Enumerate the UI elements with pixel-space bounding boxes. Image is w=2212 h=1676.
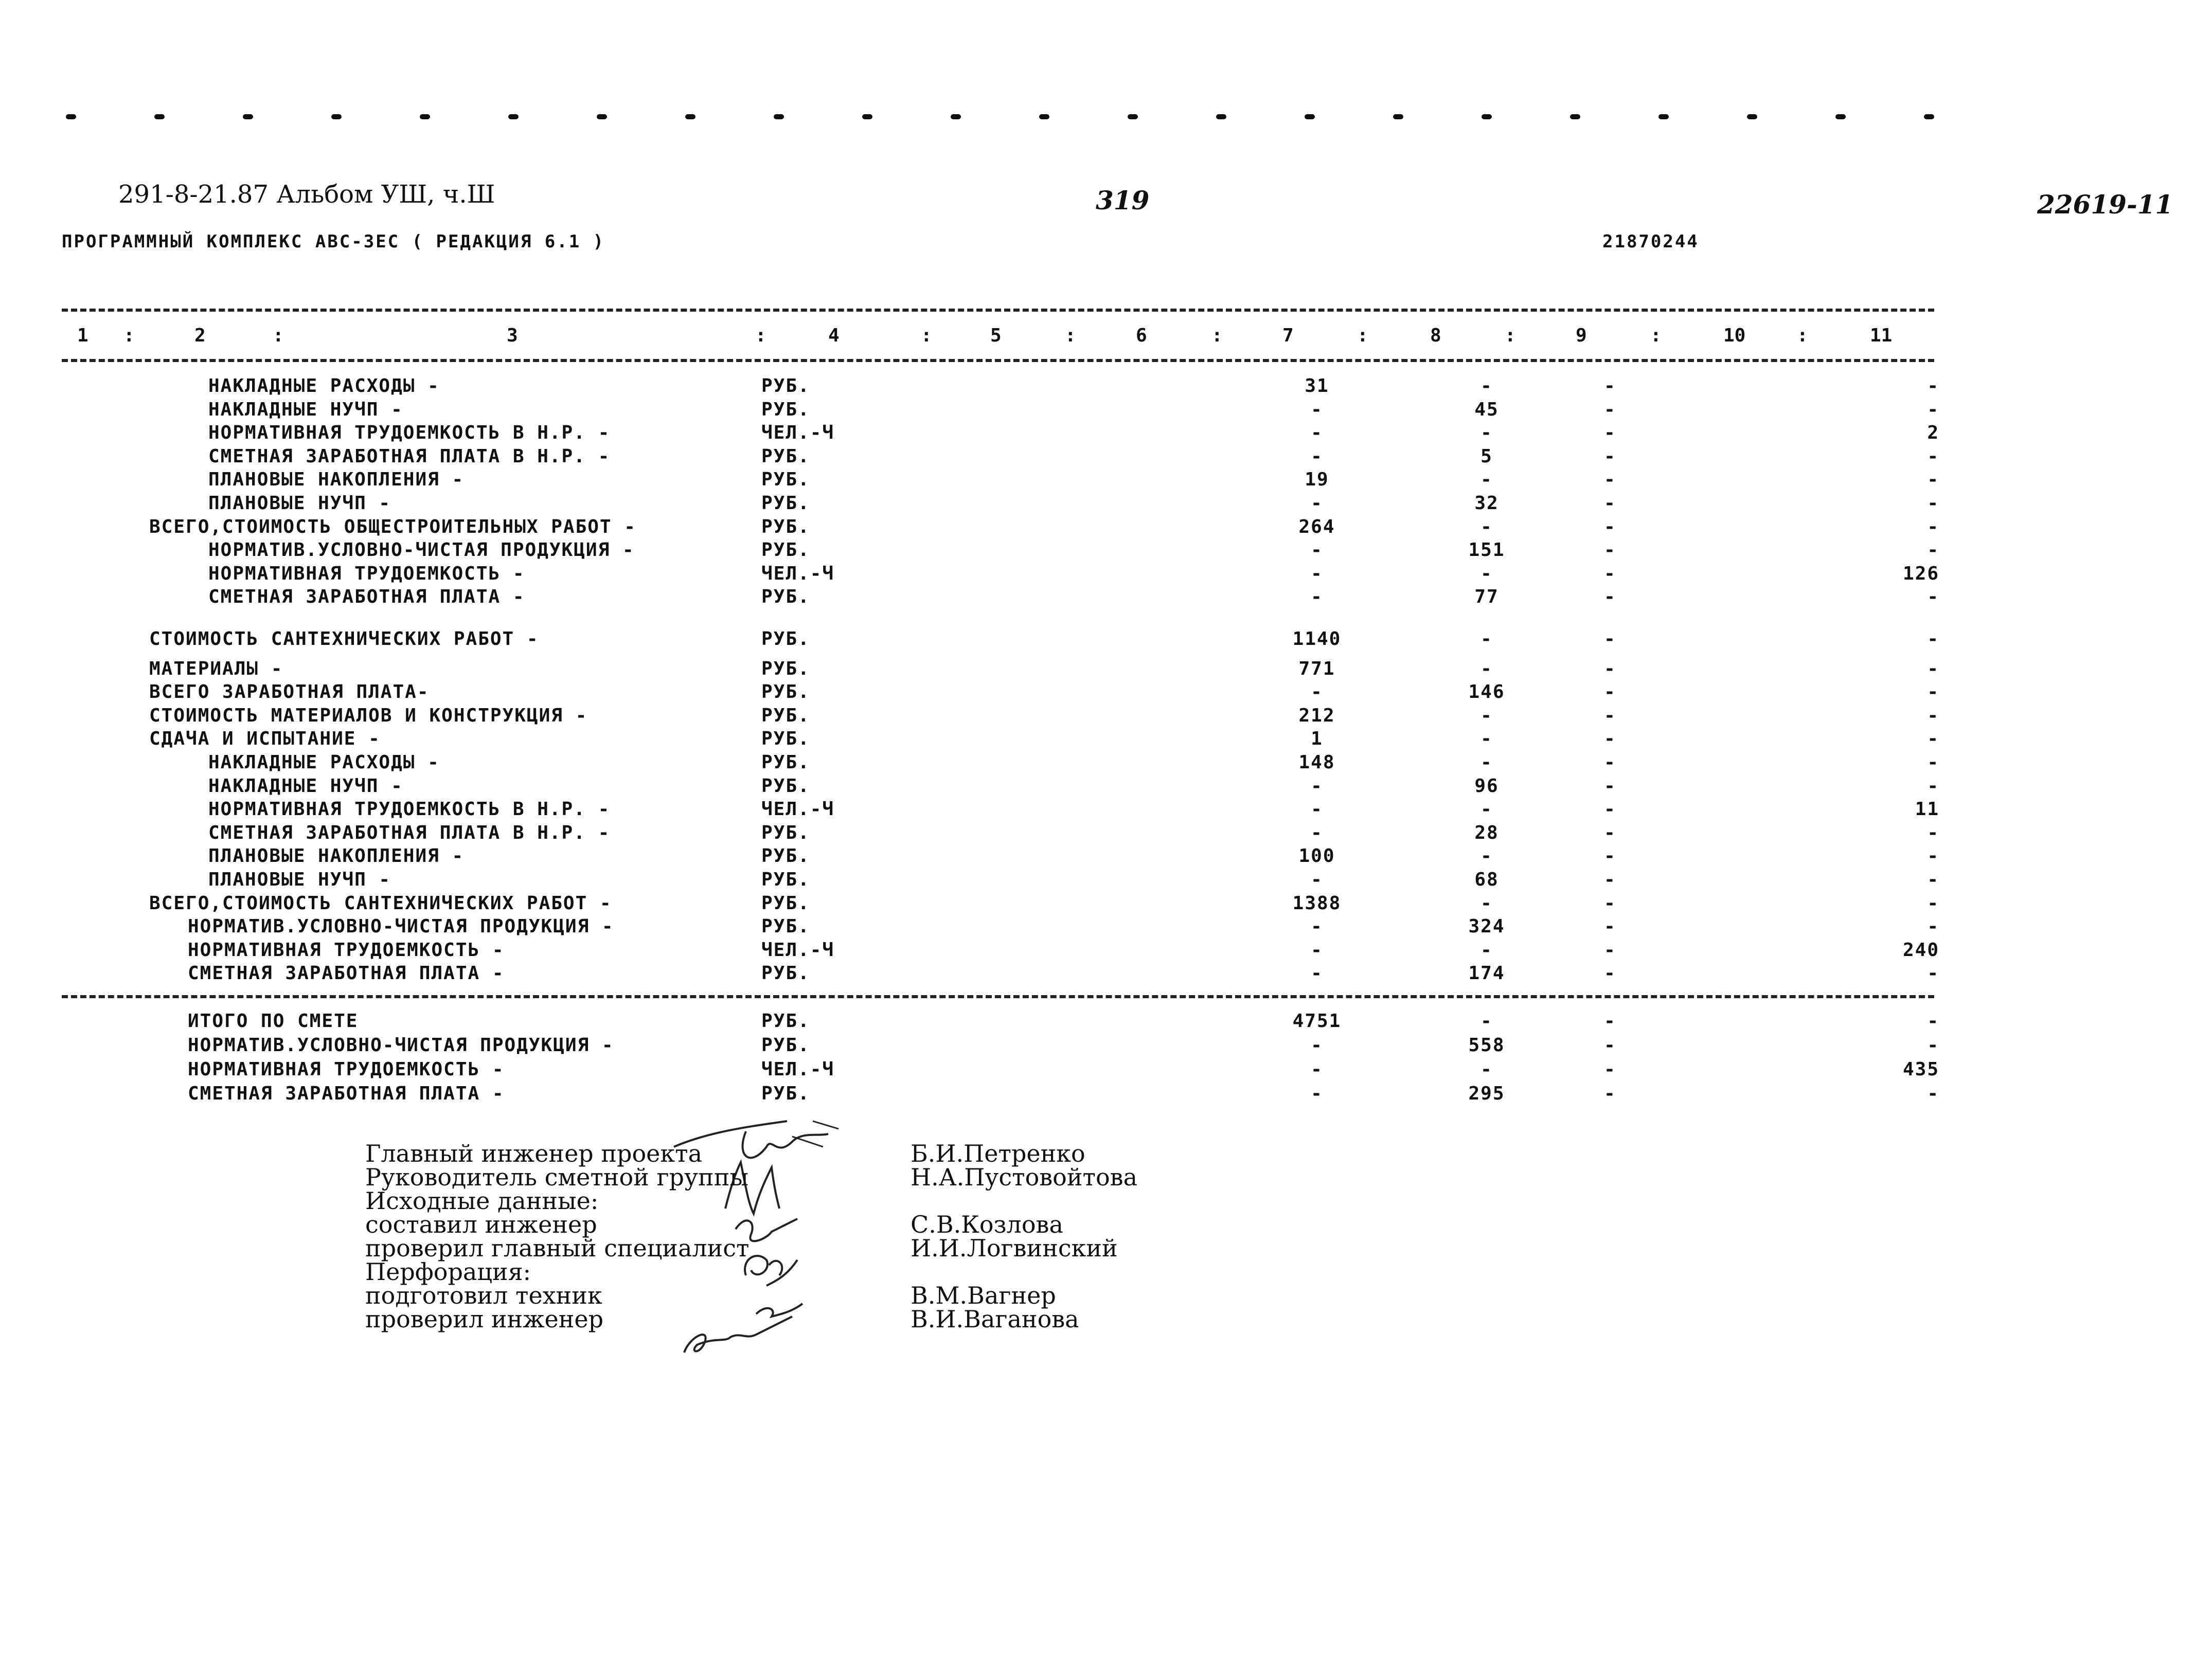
column-number: 5 [990,325,1002,346]
table-row [0,728,2212,752]
row-label: НАКЛАДНЫЕ РАСХОДЫ - [208,752,440,773]
row-col11-value: - [1927,658,1939,679]
row-label: СТОИМОСТЬ САНТЕХНИЧЕСКИХ РАБОТ - [149,628,539,650]
row-col8-value: 558 [1468,1035,1505,1056]
row-label: ВСЕГО,СТОИМОСТЬ САНТЕХНИЧЕСКИХ РАБОТ - [149,892,612,914]
row-col11-value: - [1927,775,1939,797]
row-col9-value: - [1604,516,1616,537]
row-col11-value: - [1927,681,1939,703]
table-row [0,539,2212,563]
row-col11-value: - [1927,516,1939,537]
row-col11-value: - [1927,493,1939,514]
table-row [0,893,2212,916]
table-row [0,516,2212,540]
row-col7-value: - [1311,1035,1323,1056]
table-row [0,963,2212,986]
row-unit: ЧЕЛ.-Ч [761,1059,835,1080]
row-col8-value: - [1480,845,1493,867]
row-col7-value: 148 [1298,752,1335,773]
row-label: СТОИМОСТЬ МАТЕРИАЛОВ И КОНСТРУКЦИЯ - [149,705,588,726]
row-label: НОРМАТИВНАЯ ТРУДОЕМКОСТЬ В Н.Р. - [208,422,611,444]
row-label: НОРМАТИВНАЯ ТРУДОЕМКОСТЬ В Н.Р. - [208,799,611,820]
punch-dot [1570,114,1580,119]
column-separator: : [921,325,932,346]
row-label: СМЕТНАЯ ЗАРАБОТНАЯ ПЛАТА В Н.Р. - [208,822,611,843]
table-row [0,916,2212,940]
column-separator: : [1211,325,1223,346]
row-col8-value: 151 [1468,539,1505,561]
row-label: НОРМАТИВНАЯ ТРУДОЕМКОСТЬ - [188,939,505,961]
row-col7-value: - [1311,916,1323,938]
column-number: 11 [1870,325,1893,346]
punch-dot [1216,114,1226,119]
punch-dot [685,114,695,119]
totals-separator-rule [62,995,1934,998]
punch-dot [862,114,872,119]
punch-dot [1747,114,1757,119]
row-col11-value: 126 [1902,563,1939,584]
punch-dot [420,114,430,119]
column-number: 7 [1282,325,1294,346]
row-col11-value: 2 [1927,422,1939,444]
row-label: ПЛАНОВЫЕ НУЧП - [208,869,391,890]
row-label: СДАЧА И ИСПЫТАНИЕ - [149,728,381,750]
table-row [0,1083,2212,1107]
row-col11-value: - [1927,869,1939,890]
row-unit: РУБ. [761,869,810,890]
row-label: ПЛАНОВЫЕ НАКОПЛЕНИЯ - [208,845,465,867]
row-col8-value: - [1480,422,1493,444]
row-col9-value: - [1604,916,1616,938]
signature-role: Главный инженер проекта [365,1140,703,1167]
row-unit: РУБ. [761,539,810,561]
row-label: НАКЛАДНЫЕ РАСХОДЫ - [208,375,440,397]
row-unit: РУБ. [761,493,810,514]
program-title: ПРОГРАММНЫЙ КОМПЛЕКС АВС-ЗЕС ( РЕДАКЦИЯ 6.1 ) [62,231,605,252]
column-number: 3 [507,325,518,346]
table-row [0,799,2212,822]
table-row [0,681,2212,705]
row-col8-value: - [1480,705,1493,726]
row-col8-value: - [1480,375,1493,397]
signature-name: И.И.Логвинский [911,1234,1118,1262]
column-separator: : [1357,325,1368,346]
row-col7-value: 1 [1311,728,1323,750]
table-row [0,658,2212,682]
row-label: НОРМАТИВНАЯ ТРУДОЕМКОСТЬ - [188,1059,505,1080]
row-unit: РУБ. [761,705,810,726]
row-col8-value: 146 [1468,681,1505,703]
row-col8-value: - [1480,516,1493,537]
row-col9-value: - [1604,539,1616,561]
row-col7-value: 771 [1298,658,1335,679]
row-unit: РУБ. [761,399,810,420]
punch-dot [154,114,165,119]
table-row [0,1059,2212,1083]
row-label: МАТЕРИАЛЫ - [149,658,283,679]
row-col9-value: - [1604,1083,1616,1104]
row-col7-value: - [1311,539,1323,561]
row-col11-value: - [1927,445,1939,467]
row-col7-value: 31 [1305,375,1329,397]
punch-dot [1924,114,1934,119]
row-col11-value: - [1927,628,1939,650]
row-label: НОРМАТИВ.УСЛОВНО-ЧИСТАЯ ПРОДУКЦИЯ - [188,1035,614,1056]
signature-name: Н.А.Пустовойтова [911,1163,1137,1191]
row-col8-value: 68 [1474,869,1499,890]
row-col9-value: - [1604,752,1616,773]
row-col7-value: - [1311,822,1323,843]
column-separator: : [273,325,284,346]
column-separator: : [1065,325,1076,346]
row-col11-value: - [1927,916,1939,938]
column-separator: : [1797,325,1808,346]
row-col7-value: 19 [1305,469,1329,491]
table-row [0,399,2212,423]
row-col11-value: - [1927,705,1939,726]
row-col11-value: - [1927,1011,1939,1032]
column-separator: : [1650,325,1662,346]
row-label: НОРМАТИВ.УСЛОВНО-ЧИСТАЯ ПРОДУКЦИЯ - [208,539,635,561]
table-row [0,845,2212,869]
row-col11-value: - [1927,469,1939,491]
table-row [0,822,2212,846]
row-col7-value: 264 [1298,516,1335,537]
table-row [0,586,2212,610]
row-unit: РУБ. [761,775,810,797]
row-unit: РУБ. [761,728,810,750]
table-row [0,705,2212,729]
table-row [0,869,2212,893]
row-col8-value: 5 [1480,445,1493,467]
row-col9-value: - [1604,375,1616,397]
row-col11-value: - [1927,586,1939,608]
signature-name: С.В.Козлова [911,1211,1063,1238]
row-col8-value: 32 [1474,493,1499,514]
row-unit: РУБ. [761,892,810,914]
row-col7-value: - [1311,586,1323,608]
punch-dot [597,114,607,119]
table-row [0,1035,2212,1058]
row-label: НОРМАТИВ.УСЛОВНО-ЧИСТАЯ ПРОДУКЦИЯ - [188,916,614,938]
row-unit: РУБ. [761,963,810,984]
row-label: СМЕТНАЯ ЗАРАБОТНАЯ ПЛАТА - [188,1083,505,1104]
column-number: 10 [1723,325,1746,346]
signature-role: составил инженер [365,1211,597,1238]
row-unit: РУБ. [761,586,810,608]
row-col9-value: - [1604,728,1616,750]
punch-dot [1305,114,1315,119]
row-col9-value: - [1604,845,1616,867]
row-col7-value: 100 [1298,845,1335,867]
punch-dot [951,114,961,119]
signature-role: проверил инженер [365,1305,604,1333]
punch-dot [1393,114,1403,119]
row-label: ВСЕГО,СТОИМОСТЬ ОБЩЕСТРОИТЕЛЬНЫХ РАБОТ - [149,516,636,537]
row-col9-value: - [1604,681,1616,703]
row-col9-value: - [1604,1035,1616,1056]
row-col11-value: - [1927,963,1939,984]
punch-dot [1128,114,1138,119]
column-separator: : [123,325,135,346]
document-number: 22619-11 [2037,189,2173,220]
page-number: 319 [1096,185,1150,215]
column-number: 4 [828,325,840,346]
signature-role: проверил главный специалист [365,1234,750,1262]
row-col9-value: - [1604,493,1616,514]
row-col8-value: - [1480,628,1493,650]
row-unit: РУБ. [761,1035,810,1056]
row-unit: РУБ. [761,916,810,938]
punch-dot [1482,114,1492,119]
row-col8-value: 174 [1468,963,1505,984]
row-unit: РУБ. [761,628,810,650]
row-col11-value: - [1927,822,1939,843]
row-unit: ЧЕЛ.-Ч [761,563,835,584]
row-col9-value: - [1604,822,1616,843]
column-separator: : [1505,325,1516,346]
row-col11-value: - [1927,892,1939,914]
signature-role: Исходные данные: [365,1187,599,1215]
row-col7-value: - [1311,493,1323,514]
row-col8-value: 324 [1468,916,1505,938]
punch-dot [331,114,342,119]
row-unit: ЧЕЛ.-Ч [761,799,835,820]
row-col9-value: - [1604,658,1616,679]
row-col9-value: - [1604,869,1616,890]
row-col8-value: 96 [1474,775,1499,797]
row-label: ИТОГО ПО СМЕТЕ [188,1011,359,1032]
row-unit: РУБ. [761,469,810,491]
row-col9-value: - [1604,445,1616,467]
row-col11-value: - [1927,752,1939,773]
punch-dot [1658,114,1669,119]
header-bottom-rule [62,359,1934,362]
row-unit: РУБ. [761,681,810,703]
table-row [0,446,2212,470]
table-row [0,628,2212,652]
row-col7-value: - [1311,1059,1323,1080]
table-row [0,752,2212,776]
column-number: 2 [194,325,206,346]
row-col9-value: - [1604,399,1616,420]
row-col7-value: - [1311,445,1323,467]
row-col9-value: - [1604,1059,1616,1080]
row-unit: РУБ. [761,1011,810,1032]
album-reference: 291-8-21.87 Альбом УШ, ч.Ш [118,180,495,209]
row-label: СМЕТНАЯ ЗАРАБОТНАЯ ПЛАТА В Н.Р. - [208,445,611,467]
row-col8-value: - [1480,799,1493,820]
row-label: ПЛАНОВЫЕ НУЧП - [208,493,391,514]
punch-dot [243,114,253,119]
table-row [0,563,2212,587]
punch-dot [774,114,784,119]
row-col9-value: - [1604,563,1616,584]
row-col8-value: 295 [1468,1083,1505,1104]
row-col7-value: - [1311,1083,1323,1104]
row-col9-value: - [1604,775,1616,797]
row-col7-value: - [1311,563,1323,584]
row-col7-value: - [1311,681,1323,703]
row-col11-value: - [1927,375,1939,397]
table-row [0,940,2212,963]
signature-role: Перфорация: [365,1258,531,1286]
row-col8-value: - [1480,469,1493,491]
row-col7-value: 212 [1298,705,1335,726]
row-col7-value: - [1311,963,1323,984]
row-col11-value: - [1927,399,1939,420]
signature-role: подготовил техник [365,1282,602,1309]
row-label: НАКЛАДНЫЕ НУЧП - [208,775,403,797]
row-col9-value: - [1604,628,1616,650]
row-unit: РУБ. [761,516,810,537]
row-label: ПЛАНОВЫЕ НАКОПЛЕНИЯ - [208,469,465,491]
table-row [0,493,2212,516]
row-col8-value: - [1480,752,1493,773]
row-col7-value: - [1311,422,1323,444]
signature-name: В.И.Ваганова [911,1305,1079,1333]
row-col8-value: 28 [1474,822,1499,843]
row-unit: РУБ. [761,845,810,867]
signature-role: Руководитель сметной группы [365,1163,748,1191]
row-col11-value: 11 [1915,799,1939,820]
row-unit: РУБ. [761,658,810,679]
row-col9-value: - [1604,1011,1616,1032]
table-row [0,375,2212,399]
row-col8-value: - [1480,939,1493,961]
row-col8-value: - [1480,892,1493,914]
column-number: 8 [1430,325,1441,346]
row-col8-value: 45 [1474,399,1499,420]
program-code: 21870244 [1602,231,1699,252]
row-col9-value: - [1604,799,1616,820]
row-col7-value: - [1311,775,1323,797]
row-col8-value: - [1480,563,1493,584]
row-col9-value: - [1604,586,1616,608]
row-label: ВСЕГО ЗАРАБОТНАЯ ПЛАТА- [149,681,430,703]
row-col9-value: - [1604,963,1616,984]
signature-name: Б.И.Петренко [911,1140,1085,1167]
row-col7-value: 4751 [1292,1011,1342,1032]
punch-dot [1835,114,1846,119]
row-col9-value: - [1604,705,1616,726]
column-number: 1 [77,325,88,346]
row-col7-value: - [1311,399,1323,420]
row-unit: РУБ. [761,445,810,467]
row-unit: РУБ. [761,822,810,843]
row-unit: ЧЕЛ.-Ч [761,939,835,961]
row-col7-value: - [1311,799,1323,820]
row-label: НОРМАТИВНАЯ ТРУДОЕМКОСТЬ - [208,563,525,584]
row-col8-value: - [1480,1011,1493,1032]
row-col11-value: - [1927,539,1939,561]
column-separator: : [755,325,766,346]
column-number: 6 [1136,325,1147,346]
punch-dot [66,114,76,119]
row-col7-value: 1140 [1292,628,1342,650]
row-col11-value: - [1927,1083,1939,1104]
row-col8-value: - [1480,728,1493,750]
row-col8-value: 77 [1474,586,1499,608]
row-col11-value: - [1927,728,1939,750]
row-col8-value: - [1480,1059,1493,1080]
table-row [0,469,2212,493]
row-col11-value: - [1927,1035,1939,1056]
row-label: НАКЛАДНЫЕ НУЧП - [208,399,403,420]
table-row [0,1011,2212,1034]
row-col11-value: - [1927,845,1939,867]
row-col7-value: 1388 [1292,892,1342,914]
signature-name: В.М.Вагнер [911,1282,1056,1309]
row-col11-value: 435 [1902,1059,1939,1080]
punch-dot [1039,114,1049,119]
punch-dot [508,114,519,119]
row-unit: РУБ. [761,752,810,773]
row-unit: ЧЕЛ.-Ч [761,422,835,444]
table-row [0,422,2212,446]
row-col7-value: - [1311,869,1323,890]
row-unit: РУБ. [761,375,810,397]
row-unit: РУБ. [761,1083,810,1104]
column-number: 9 [1576,325,1587,346]
row-col11-value: 240 [1902,939,1939,961]
row-col7-value: - [1311,939,1323,961]
table-top-rule [62,309,1934,312]
row-label: СМЕТНАЯ ЗАРАБОТНАЯ ПЛАТА - [208,586,525,608]
row-col8-value: - [1480,658,1493,679]
row-col9-value: - [1604,939,1616,961]
row-col9-value: - [1604,422,1616,444]
table-row [0,776,2212,799]
row-col9-value: - [1604,892,1616,914]
row-col9-value: - [1604,469,1616,491]
row-label: СМЕТНАЯ ЗАРАБОТНАЯ ПЛАТА - [188,963,505,984]
